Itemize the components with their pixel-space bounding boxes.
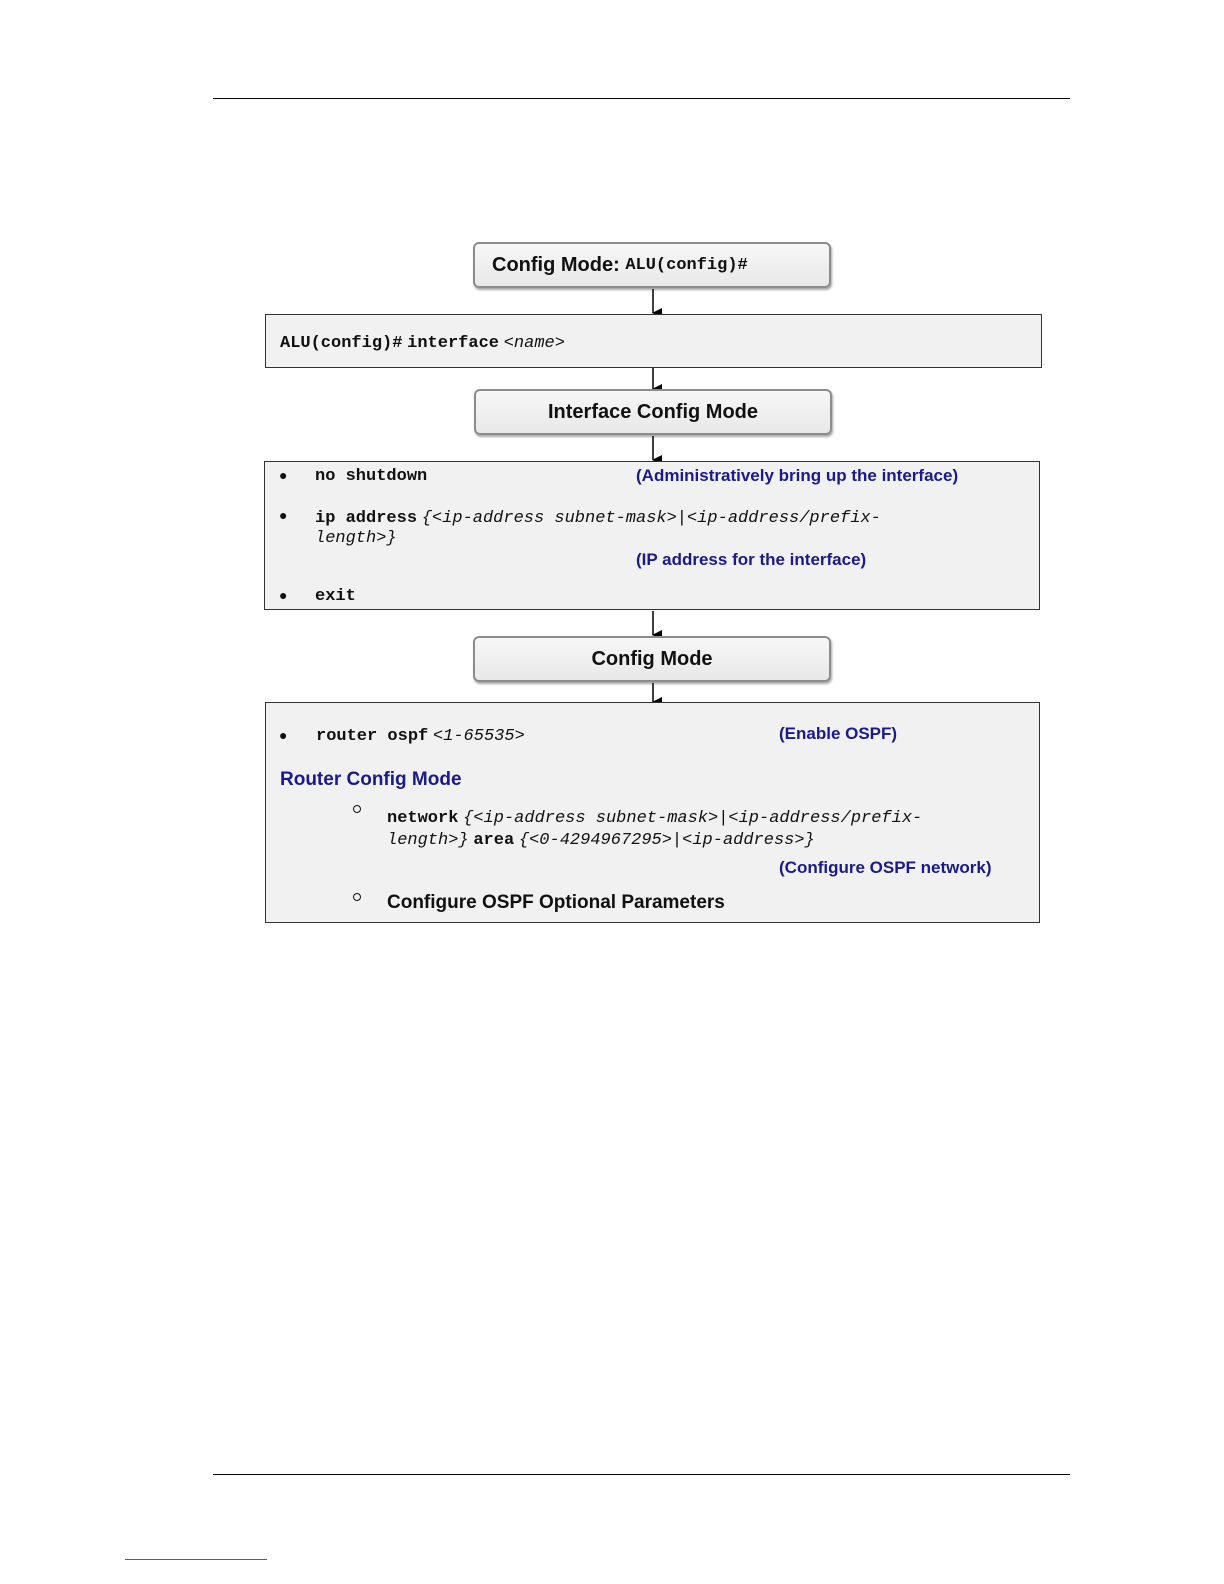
config-mode-box xyxy=(473,242,831,288)
bullet-icon: ● xyxy=(279,467,288,483)
interface-commands-box xyxy=(264,461,1040,610)
network-cmd: network xyxy=(387,809,459,828)
interface-config-mode-label: Interface Config Mode xyxy=(547,400,758,423)
ip-address-line xyxy=(315,507,881,528)
circle-bullet-icon xyxy=(353,805,361,813)
no-shutdown-hint: (Administratively bring up the interface) xyxy=(636,466,959,485)
network-area: area xyxy=(473,831,515,850)
router-ospf-arg: <1-65535> xyxy=(432,727,525,746)
config-mode-label: Config Mode: xyxy=(492,253,620,276)
optional-params: Configure OSPF Optional Parameters xyxy=(387,892,725,913)
router-ospf-cmd: router ospf xyxy=(316,727,429,746)
interface-config-mode-box xyxy=(474,389,832,435)
interface-command-box xyxy=(265,314,1042,368)
network-args-1: {<ip-address subnet-mask>|<ip-address/prefix- xyxy=(463,809,923,828)
interface-arg: <name> xyxy=(503,334,565,353)
network-args-2a: length>} xyxy=(387,831,469,850)
network-hint: (Configure OSPF network) xyxy=(779,858,992,877)
interface-command: interface xyxy=(407,334,499,353)
network-args-2b: {<0-4294967295>|<ip-address>} xyxy=(518,831,815,850)
ip-address-args-1: {<ip-address subnet-mask>|<ip-address/prefix- xyxy=(421,509,881,528)
config-mode-box-2 xyxy=(473,636,831,682)
interface-command-line xyxy=(280,332,565,353)
bullet-icon: ● xyxy=(279,507,288,523)
bullet-icon: ● xyxy=(279,727,288,743)
config-mode-2-label: Config Mode xyxy=(591,647,713,670)
ip-address-cmd: ip address xyxy=(315,509,418,528)
network-line-2 xyxy=(387,829,815,850)
router-ospf-line xyxy=(316,725,525,746)
router-ospf-hint: (Enable OSPF) xyxy=(779,724,898,743)
exit-cmd: exit xyxy=(315,587,356,606)
router-config-mode-label: Router Config Mode xyxy=(280,769,462,790)
router-commands-box xyxy=(265,702,1040,923)
network-line-1 xyxy=(387,807,922,828)
interface-prompt: ALU(config)# xyxy=(280,334,403,353)
bullet-icon: ● xyxy=(279,587,288,603)
no-shutdown-cmd: no shutdown xyxy=(315,467,428,486)
ip-address-args-2: length>} xyxy=(315,529,397,548)
config-mode-prompt: ALU(config)# xyxy=(625,255,748,275)
ip-address-hint: (IP address for the interface) xyxy=(636,550,867,569)
circle-bullet-icon xyxy=(353,893,361,901)
